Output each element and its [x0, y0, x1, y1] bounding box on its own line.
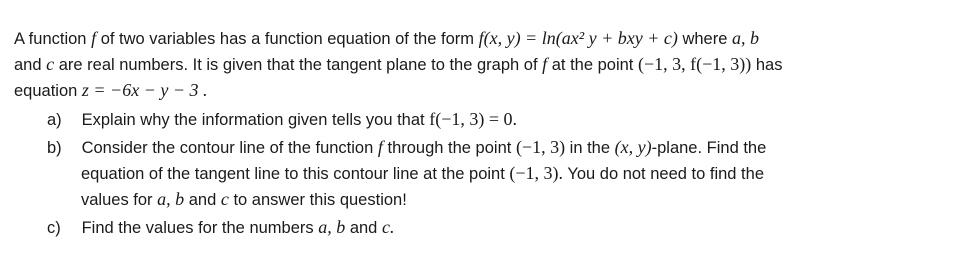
intro-text: equation	[14, 82, 78, 100]
item-text: You do not need to find the	[567, 165, 764, 183]
item-label: a)	[47, 111, 62, 129]
intro-text: and	[14, 56, 42, 74]
item-text: Consider the contour line of the function	[81, 139, 374, 157]
xy-plane-symbol: (x, y)	[614, 137, 652, 157]
item-text: equation of the tangent line to this contour line at the point	[81, 165, 505, 183]
intro-line-3	[14, 79, 207, 102]
item-text: and	[349, 219, 378, 237]
list-item-b-line-2	[81, 162, 764, 185]
item-text: through the point	[387, 139, 512, 157]
tangent-plane-equation: z = −6x − y − 3 .	[81, 80, 208, 100]
function-symbol: f	[377, 137, 383, 157]
item-point: (−1, 3).	[509, 163, 564, 183]
intro-line-1	[14, 27, 759, 50]
list-item-a	[47, 108, 517, 131]
constants-ab: a, b	[318, 217, 346, 237]
function-equation: f(x, y) = ln(ax² y + bxy + c)	[478, 28, 678, 48]
item-label: b)	[47, 139, 62, 157]
intro-text: are real numbers. It is given that the tangent plane to the graph of	[58, 56, 538, 74]
intro-text: A function	[14, 30, 87, 48]
item-text: Find the values for the numbers	[81, 219, 314, 237]
intro-line-2	[14, 53, 782, 76]
intro-text: of two variables has a function equation of the form	[100, 30, 474, 48]
list-item-c	[47, 216, 394, 239]
intro-text: has	[755, 56, 783, 74]
item-point: (−1, 3)	[515, 137, 566, 157]
item-text: Explain why the information given tells you that	[81, 111, 425, 129]
function-symbol: f	[542, 54, 548, 74]
constant-c: c.	[381, 217, 395, 237]
constant-c: c	[46, 54, 55, 74]
list-item-b	[47, 136, 766, 159]
constants-ab: a, b	[731, 28, 759, 48]
item-text: in the	[569, 139, 611, 157]
item-label: c)	[47, 219, 61, 237]
item-text: and	[188, 191, 217, 209]
list-item-b-line-3	[81, 188, 407, 211]
tangent-point: (−1, 3, f(−1, 3))	[637, 54, 752, 74]
intro-text: at the point	[551, 56, 634, 74]
constant-c: c	[220, 189, 229, 209]
item-text: to answer this question!	[233, 191, 407, 209]
function-symbol: f	[91, 28, 97, 48]
item-math: f(−1, 3) = 0.	[429, 109, 518, 129]
intro-text: where	[682, 30, 728, 48]
item-text: -plane. Find the	[651, 139, 767, 157]
constants-ab: a, b	[157, 189, 185, 209]
item-text: values for	[81, 191, 153, 209]
